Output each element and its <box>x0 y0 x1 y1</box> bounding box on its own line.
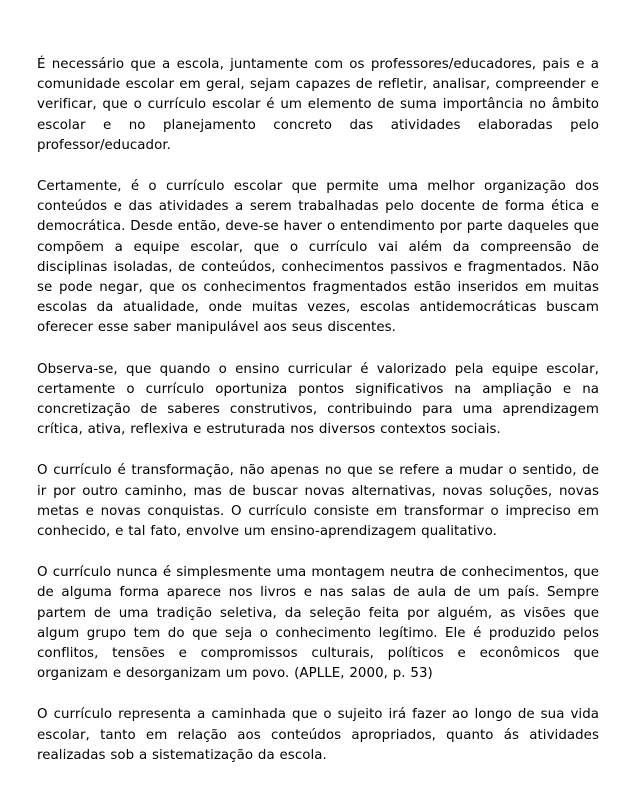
document-body <box>37 55 599 766</box>
quotation-paragraph: O currículo nunca é simplesmente uma montagem neutra de conhecimentos, que de alguma forma aparece nos livros e nas salas de aula de um país. Sempre partem de uma tradição seletiva, da seleção feita por alguém, as visões que algum grupo tem do que seja o conhecimento legítimo. Ele é produzido pelos conflitos, tensões e compromissos culturais, políticos e econômicos que organizam e desorganizam um povo. (APLLE, 2000, p. 53) <box>37 565 599 682</box>
paragraph-1: É necessário que a escola, juntamente com os professores/educadores, pais e a comunidade escolar em geral, sejam capazes de refletir, analisar, compreender e verificar, que o currículo escolar é um elemento de suma importância no âmbito escolar e no planejamento concreto das atividades elaboradas pelo professor/educador. <box>37 57 599 153</box>
paragraph-6: O currículo representa a caminhada que o sujeito irá fazer ao longo de sua vida escolar, tanto em relação aos conteúdos apropriados, quanto ás atividades realizadas sob a sistematização da escola. <box>37 707 599 763</box>
paragraph-4: O currículo é transformação, não apenas no que se refere a mudar o sentido, de ir por outro caminho, mas de buscar novas alternativas, novas soluções, novas metas e novas conquistas. O currículo consiste em transformar o impreciso em conhecido, e tal fato, envolve um ensino-aprendizagem qualitativo. <box>37 463 599 540</box>
paragraph-3: Observa-se, que quando o ensino curricular é valorizado pela equipe escolar, certamente o currículo oportuniza pontos significativos na ampliação e na concretização de saberes construtivos, contribuindo para uma aprendizagem crítica, ativa, reflexiva e estruturada nos diversos contextos sociais. <box>37 361 599 438</box>
paragraph-2: Certamente, é o currículo escolar que permite uma melhor organização dos conteúdos e das atividades a serem trabalhadas pelo docente de forma ética e democrática. Desde então, deve-se haver o entendimento por parte daqueles que compõem a equipe escolar, que o currículo vai além da compreensão de disciplinas isoladas, de conteúdos, conhecimentos passivos e fragmentados. Não se pode negar, que os conhecimentos fragmentados estão inseridos em muitas escolas da atualidade, onde muitas vezes, escolas antidemocráticas buscam oferecer esse saber manipulável aos seus discentes. <box>37 179 599 336</box>
